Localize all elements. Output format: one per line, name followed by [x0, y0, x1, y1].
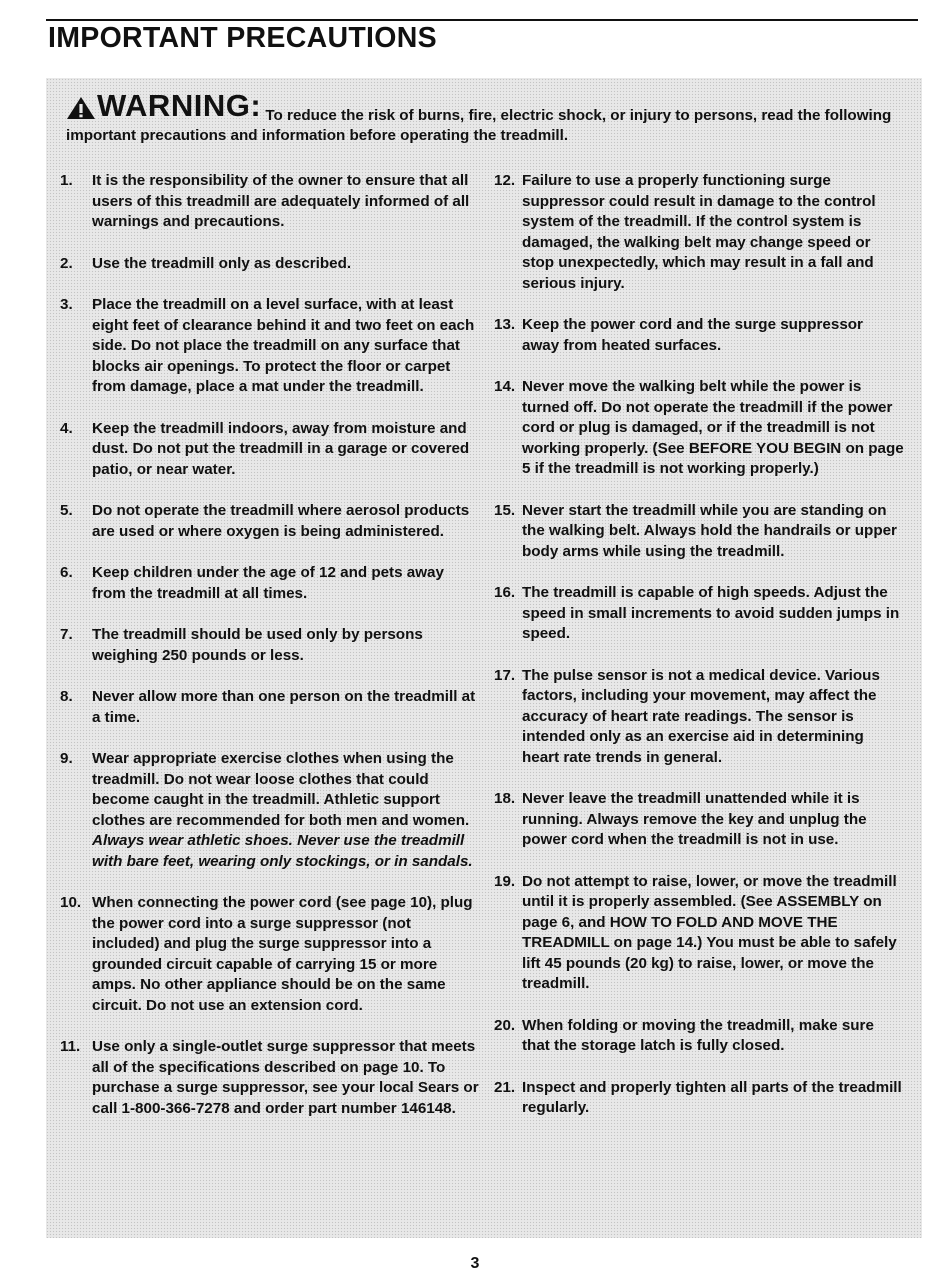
item-body: Never start the treadmill while you are standing on the walking belt. Always hold the handrails or upper body arms while using the treadmill. — [522, 501, 897, 560]
precaution-item — [494, 315, 904, 356]
item-text — [522, 171, 904, 294]
precaution-item — [494, 501, 904, 563]
precaution-item — [60, 563, 480, 604]
page-title: IMPORTANT PRECAUTIONS — [48, 22, 437, 54]
item-number: 16. — [494, 584, 516, 601]
warning-heading — [66, 88, 262, 123]
item-body: Do not attempt to raise, lower, or move the treadmill until it is properly assembled. (See ASSEMBLY on page 6, and HOW TO FOLD AND MOVE THE TREADMILL on page 14.) You must be able to safely lift 45 pounds (20 kg) to raise, lower, or move the treadmill. — [522, 872, 897, 992]
precautions-right-column — [494, 171, 904, 1119]
precaution-item — [60, 419, 480, 481]
item-number: 4. — [60, 419, 73, 437]
item-number: 21. — [494, 1078, 516, 1096]
item-number: 2. — [60, 254, 73, 272]
item-text — [522, 315, 904, 356]
item-number: 18. — [494, 790, 516, 807]
item-number: 7. — [60, 626, 73, 643]
precaution-item — [60, 171, 480, 233]
item-number: 13. — [494, 316, 516, 333]
item-number: 3. — [60, 296, 73, 313]
item-text — [522, 1078, 904, 1119]
item-text — [92, 563, 480, 604]
page-number: 3 — [470, 1255, 480, 1272]
item-text — [522, 377, 904, 480]
precaution-item — [60, 501, 480, 542]
item-body: Never leave the treadmill unattended while it is running. Always remove the key and unplug the power cord when the treadmill is not in use. — [522, 790, 867, 848]
precaution-item — [494, 583, 904, 645]
precaution-item — [494, 171, 904, 294]
item-text — [522, 501, 904, 563]
item-text — [92, 1037, 480, 1119]
warning-block — [66, 88, 906, 146]
precaution-item — [60, 1037, 480, 1119]
item-body: Keep the power cord and the surge suppressor away from heated surfaces. — [522, 316, 863, 354]
precaution-item — [60, 749, 480, 872]
item-number: 12. — [494, 172, 516, 189]
item-number: 15. — [494, 501, 516, 519]
precautions-panel — [46, 78, 922, 1238]
item-number: 19. — [494, 872, 516, 890]
item-text — [92, 254, 480, 275]
item-body: Do not operate the treadmill where aerosol products are used or where oxygen is being administered. — [92, 502, 470, 540]
item-body: When folding or moving the treadmill, make sure that the storage latch is fully closed. — [522, 1016, 874, 1054]
item-body: Place the treadmill on a level surface, with at least eight feet of clearance behind it and two feet on each side. Do not place the treadmill on any surface that blocks air openings. To protect the floor or carpet from damage, place a mat under the treadmill. — [92, 296, 475, 395]
item-body: Inspect and properly tighten all parts of the treadmill regularly. — [522, 1078, 902, 1116]
item-body: Never move the walking belt while the power is turned off. Do not operate the treadmill if the power cord or plug is damaged, or if the treadmill is not working properly. (See BEFORE YOU BEGIN on page 5 if the treadmill is not working properly.) — [522, 378, 904, 477]
item-body: Wear appropriate exercise clothes when using the treadmill. Do not wear loose clothes that could become caught in the treadmill. Athletic support clothes are recommended for both men and women. — [92, 750, 470, 829]
item-text — [522, 789, 904, 851]
precaution-item — [60, 295, 480, 398]
precaution-item — [60, 254, 480, 275]
item-number: 8. — [60, 688, 73, 705]
warning-text: To reduce the risk of burns, fire, electric shock, or injury to persons, read the following important precautions and information before operating the treadmill. — [66, 107, 892, 144]
precaution-item — [494, 666, 904, 769]
item-text — [92, 501, 480, 542]
item-text — [522, 872, 904, 995]
item-number: 10. — [60, 894, 82, 911]
warning-triangle-icon — [66, 96, 96, 120]
item-text — [522, 666, 904, 769]
item-text — [92, 295, 480, 398]
precaution-item — [60, 687, 480, 728]
item-emphasis: Always wear athletic shoes. Never use the treadmill with bare feet, wearing only stockings, or in sandals. — [92, 832, 473, 870]
item-number: 1. — [60, 172, 73, 189]
precaution-item — [494, 377, 904, 480]
item-body: The pulse sensor is not a medical device. Various factors, including your movement, may affect the accuracy of heart rate readings. The sensor is intended only as an exercise aid in determining heart rate trends in general. — [522, 666, 880, 766]
item-number: 9. — [60, 750, 73, 767]
item-text — [92, 171, 480, 233]
item-number: 11. — [60, 1038, 81, 1055]
item-text — [522, 583, 904, 645]
item-body: Use the treadmill only as described. — [92, 254, 352, 272]
precaution-item — [494, 872, 904, 995]
item-number: 17. — [494, 666, 516, 684]
precautions-left-column — [60, 171, 480, 1119]
item-body: When connecting the power cord (see page 10), plug the power cord into a surge suppressor (not included) and plug the surge suppressor into a grounded circuit capable of carrying 15 or more amps. No other appliance should be on the same circuit. Do not use an extension cord. — [92, 894, 473, 1014]
item-text — [92, 687, 480, 728]
item-body: Keep the treadmill indoors, away from moisture and dust. Do not put the treadmill in a garage or covered patio, or near water. — [92, 419, 470, 478]
precaution-item — [60, 625, 480, 666]
item-body: Failure to use a properly functioning surge suppressor could result in damage to the control system of the treadmill. If the control system is damaged, the walking belt may change speed or stop unexpectedly, which may result in a fall and serious injury. — [522, 172, 876, 292]
item-number: 20. — [494, 1016, 516, 1034]
precaution-item — [494, 1016, 904, 1057]
item-text — [92, 625, 480, 666]
item-number: 14. — [494, 378, 516, 395]
precaution-item — [60, 893, 480, 1016]
item-text — [522, 1016, 904, 1057]
item-body: Keep children under the age of 12 and pets away from the treadmill at all times. — [92, 564, 444, 602]
item-text — [92, 749, 480, 872]
item-body: Use only a single-outlet surge suppressor that meets all of the specifications described on page 10. To purchase a surge suppressor, see your local Sears or call 1-800-366-7278 and order part number 146148. — [92, 1038, 479, 1117]
item-number: 6. — [60, 564, 73, 581]
item-body: The treadmill should be used only by persons weighing 250 pounds or less. — [92, 626, 423, 664]
item-number: 5. — [60, 502, 73, 519]
precaution-item — [494, 1078, 904, 1119]
item-text — [92, 893, 480, 1016]
warning-word: WARNING: — [97, 88, 262, 123]
item-body: Never allow more than one person on the treadmill at a time. — [92, 688, 476, 726]
item-text — [92, 419, 480, 481]
item-body: It is the responsibility of the owner to ensure that all users of this treadmill are adequately informed of all warnings and precautions. — [92, 172, 470, 230]
precaution-item — [494, 789, 904, 851]
item-body: The treadmill is capable of high speeds. Adjust the speed in small increments to avoid sudden jumps in speed. — [522, 584, 900, 642]
